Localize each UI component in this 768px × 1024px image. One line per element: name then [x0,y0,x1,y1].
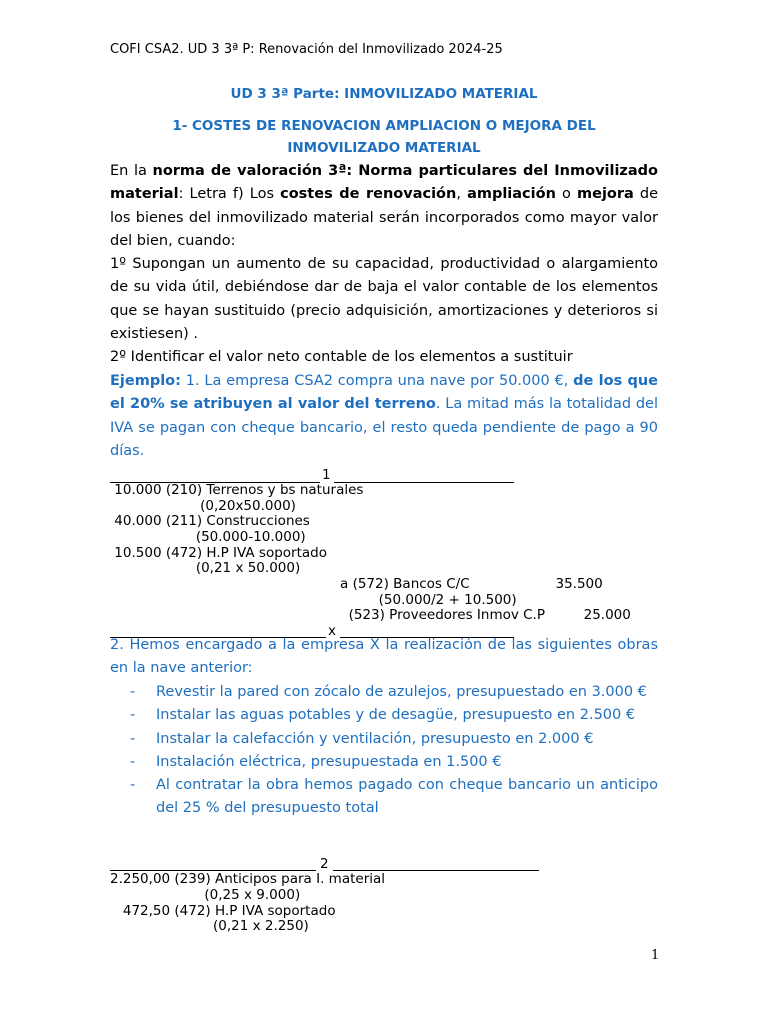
entry-1-debit-line: (0,20x50.000) [110,498,296,514]
entry-1-number: 1 [322,467,331,483]
page-number: 1 [651,948,660,963]
entry-1-credit-line: (50.000/2 + 10.500) [340,592,517,608]
bullet-item: - Al contratar la obra hemos pagado con cheque bancario un anticipo del 25 % del presupuesto total [130,777,658,817]
unit-title: UD 3 3ª Parte: INMOVILIZADO MATERIAL [230,86,538,102]
entry-1-debit-line: (50.000-10.000) [110,529,306,545]
entry-1-end-mark: x [328,623,336,639]
entry-1-debit-line: 40.000 (211) Construcciones [110,513,310,529]
bullet-item: - Instalar las aguas potables y de desagüe, presupuesto en 2.500 € [130,707,636,723]
entry-1-debit-line: 10.000 (210) Terrenos y bs naturales [110,482,364,498]
entry-2-debit-line: (0,21 x 2.250) [110,918,309,934]
entry-2-number: 2 [320,856,329,872]
bullet-item: - Revestir la pared con zócalo de azulejos, presupuestado en 3.000 € [130,684,647,700]
item-2-paragraph: 2. Hemos encargado a la empresa X la realización de las siguientes obras en la nave anterior: [110,637,658,677]
entry-1-debit-line: (0,21 x 50.000) [110,560,301,576]
bullet-item: - Instalación eléctrica, presupuestada en 1.500 € [130,754,502,770]
entry-2-debit-line: (0,25 x 9.000) [110,887,301,903]
section-title-line-2: INMOVILIZADO MATERIAL [287,140,481,156]
example-paragraph: Ejemplo: 1. La empresa CSA2 compra una nave por 50.000 €, de los que el 20% se atribuyen al valor del terreno. La mitad más la totalidad del IVA se pagan con cheque bancario, el resto queda pendiente de pago a 90 días. [110,373,658,459]
bullet-item: - Instalar la calefacción y ventilación, presupuesto en 2.000 € [130,731,594,747]
entry-2-debit-line: 2.250,00 (239) Anticipos para I. material [110,871,386,887]
section-title-line-1: 1- COSTES DE RENOVACION AMPLIACION O MEJORA DEL [172,118,596,134]
entry-1-credit-line: a (572) Bancos C/C 35.500 [340,576,603,592]
entry-1-debit-line: 10.500 (472) H.P IVA soportado [110,545,327,561]
example-label: Ejemplo: [110,373,181,389]
intro-paragraph: En la norma de valoración 3ª: Norma particulares del Inmovilizado material: Letra f) Los costes de renovación, ampliación o mejora de los bienes del inmovilizado material serán incorporados como mayor valor del bien, cuando: [110,163,659,249]
running-header: COFI CSA2. UD 3 3ª P: Renovación del Inmovilizado 2024-25 [110,42,503,57]
condition-2: 2º Identificar el valor neto contable de los elementos a sustituir [110,349,573,365]
entry-2-debit-line: 472,50 (472) H.P IVA soportado [110,903,336,919]
entry-1-credit-line: (523) Proveedores Inmov C.P 25.000 [340,607,631,623]
condition-1: 1º Supongan un aumento de su capacidad, productividad o alargamiento de su vida útil, debiéndose dar de baja el valor contable de los elementos que se hayan sustituido (precio adquisición, amortizaciones y deterioros si existiesen) . [110,256,658,342]
